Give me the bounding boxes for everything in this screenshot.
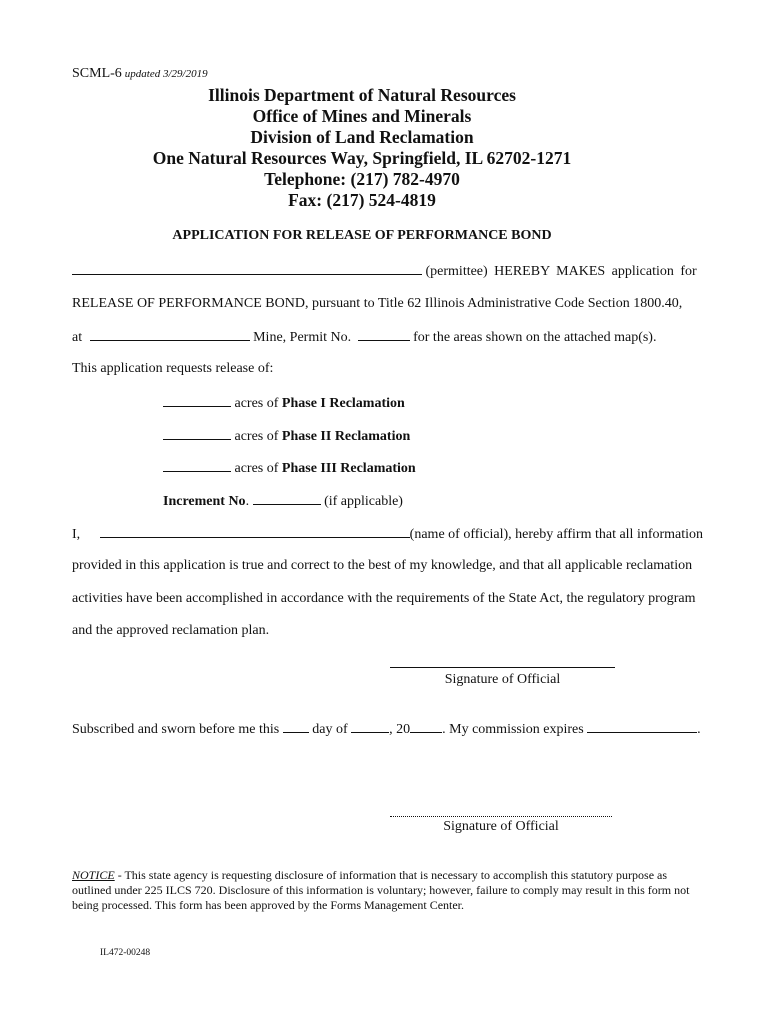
agency-fax: Fax: (217) 524-4819 bbox=[288, 190, 436, 210]
sworn-day-field[interactable] bbox=[283, 720, 309, 733]
increment-number-field[interactable] bbox=[253, 492, 321, 505]
acres-of-text: acres of bbox=[234, 396, 279, 411]
affirm-text: (name of official), hereby affirm that all information bbox=[409, 527, 704, 542]
permittee-name-field[interactable] bbox=[72, 262, 422, 275]
commission-expiry-field[interactable] bbox=[587, 720, 697, 733]
increment-line bbox=[163, 492, 403, 510]
agency-address: One Natural Resources Way, Springfield, IL 62702-1271 bbox=[152, 148, 572, 168]
requests-text: This application requests release of: bbox=[72, 361, 274, 376]
release-text: RELEASE OF PERFORMANCE BOND, pursuant to Title 62 Illinois Administrative Code Section 1800.40, bbox=[72, 296, 683, 311]
form-number: SCML-6 bbox=[72, 66, 122, 81]
areas-text: for the areas shown on the attached map(s). bbox=[413, 330, 657, 345]
affirm-line-2: provided in this application is true and correct to the best of my knowledge, and that all applicable reclamation bbox=[72, 558, 693, 573]
official-name-field[interactable] bbox=[100, 525, 410, 538]
form-id bbox=[72, 66, 208, 82]
year-prefix-text: , 20 bbox=[389, 722, 411, 737]
permit-number-field[interactable] bbox=[358, 328, 410, 341]
period-text: . bbox=[697, 722, 701, 737]
form-title: APPLICATION FOR RELEASE OF PERFORMANCE BOND bbox=[172, 228, 552, 243]
phase2-label: Phase II Reclamation bbox=[281, 429, 411, 444]
permittee-text: (permittee) HEREBY MAKES application for bbox=[425, 264, 697, 279]
phase2-line bbox=[163, 427, 410, 445]
if-applicable-text: (if applicable) bbox=[324, 494, 403, 509]
affirm-line-3: activities have been accomplished in accordance with the requirements of the State Act, the regulatory program bbox=[72, 591, 696, 606]
permittee-line bbox=[72, 262, 700, 280]
acres-of-text: acres of bbox=[234, 429, 279, 444]
notice-paragraph bbox=[72, 868, 700, 913]
sworn-line bbox=[72, 720, 701, 738]
footer-form-id: IL472-00248 bbox=[100, 948, 151, 958]
subscribed-text: Subscribed and sworn before me this bbox=[72, 722, 280, 737]
i-text: I, bbox=[72, 527, 81, 542]
phase2-acres-field[interactable] bbox=[163, 427, 231, 440]
affirm-line bbox=[72, 525, 703, 543]
signature-line-2[interactable] bbox=[390, 816, 612, 817]
affirm-line-4: and the approved reclamation plan. bbox=[72, 623, 270, 638]
signature-line-1[interactable] bbox=[390, 667, 615, 668]
mine-permit-line bbox=[72, 328, 656, 346]
sworn-month-field[interactable] bbox=[351, 720, 389, 733]
agency-name: Illinois Department of Natural Resources bbox=[208, 85, 516, 105]
division-name: Division of Land Reclamation bbox=[250, 127, 474, 147]
phase1-acres-field[interactable] bbox=[163, 394, 231, 407]
signature-label-1: Signature of Official bbox=[444, 672, 561, 687]
at-text: at bbox=[72, 330, 83, 345]
commission-text: . My commission expires bbox=[442, 722, 584, 737]
notice-text: - This state agency is requesting disclosure of information that is necessary to accomplish this statutory purpose as outlined under 225 ILCS 720. Disclosure of this information is voluntary; however, failure to comply may result in this form not being processed. This form has been approved by the Forms Management Center. bbox=[72, 868, 690, 912]
phase3-label: Phase III Reclamation bbox=[281, 461, 416, 476]
signature-label-2: Signature of Official bbox=[443, 819, 559, 834]
sworn-year-field[interactable] bbox=[410, 720, 442, 733]
form-updated-date: updated 3/29/2019 bbox=[124, 68, 208, 80]
office-name: Office of Mines and Minerals bbox=[252, 106, 472, 126]
mine-permit-text: Mine, Permit No. bbox=[253, 330, 352, 345]
notice-label: NOTICE bbox=[72, 868, 115, 882]
phase3-line bbox=[163, 459, 416, 477]
agency-telephone: Telephone: (217) 782-4970 bbox=[264, 169, 460, 189]
increment-label: Increment No bbox=[163, 494, 246, 509]
phase1-line bbox=[163, 394, 405, 412]
phase3-acres-field[interactable] bbox=[163, 459, 231, 472]
phase1-label: Phase I Reclamation bbox=[281, 396, 405, 411]
day-of-text: day of bbox=[312, 722, 348, 737]
mine-name-field[interactable] bbox=[90, 328, 250, 341]
acres-of-text: acres of bbox=[234, 461, 279, 476]
increment-dot: . bbox=[245, 494, 250, 509]
